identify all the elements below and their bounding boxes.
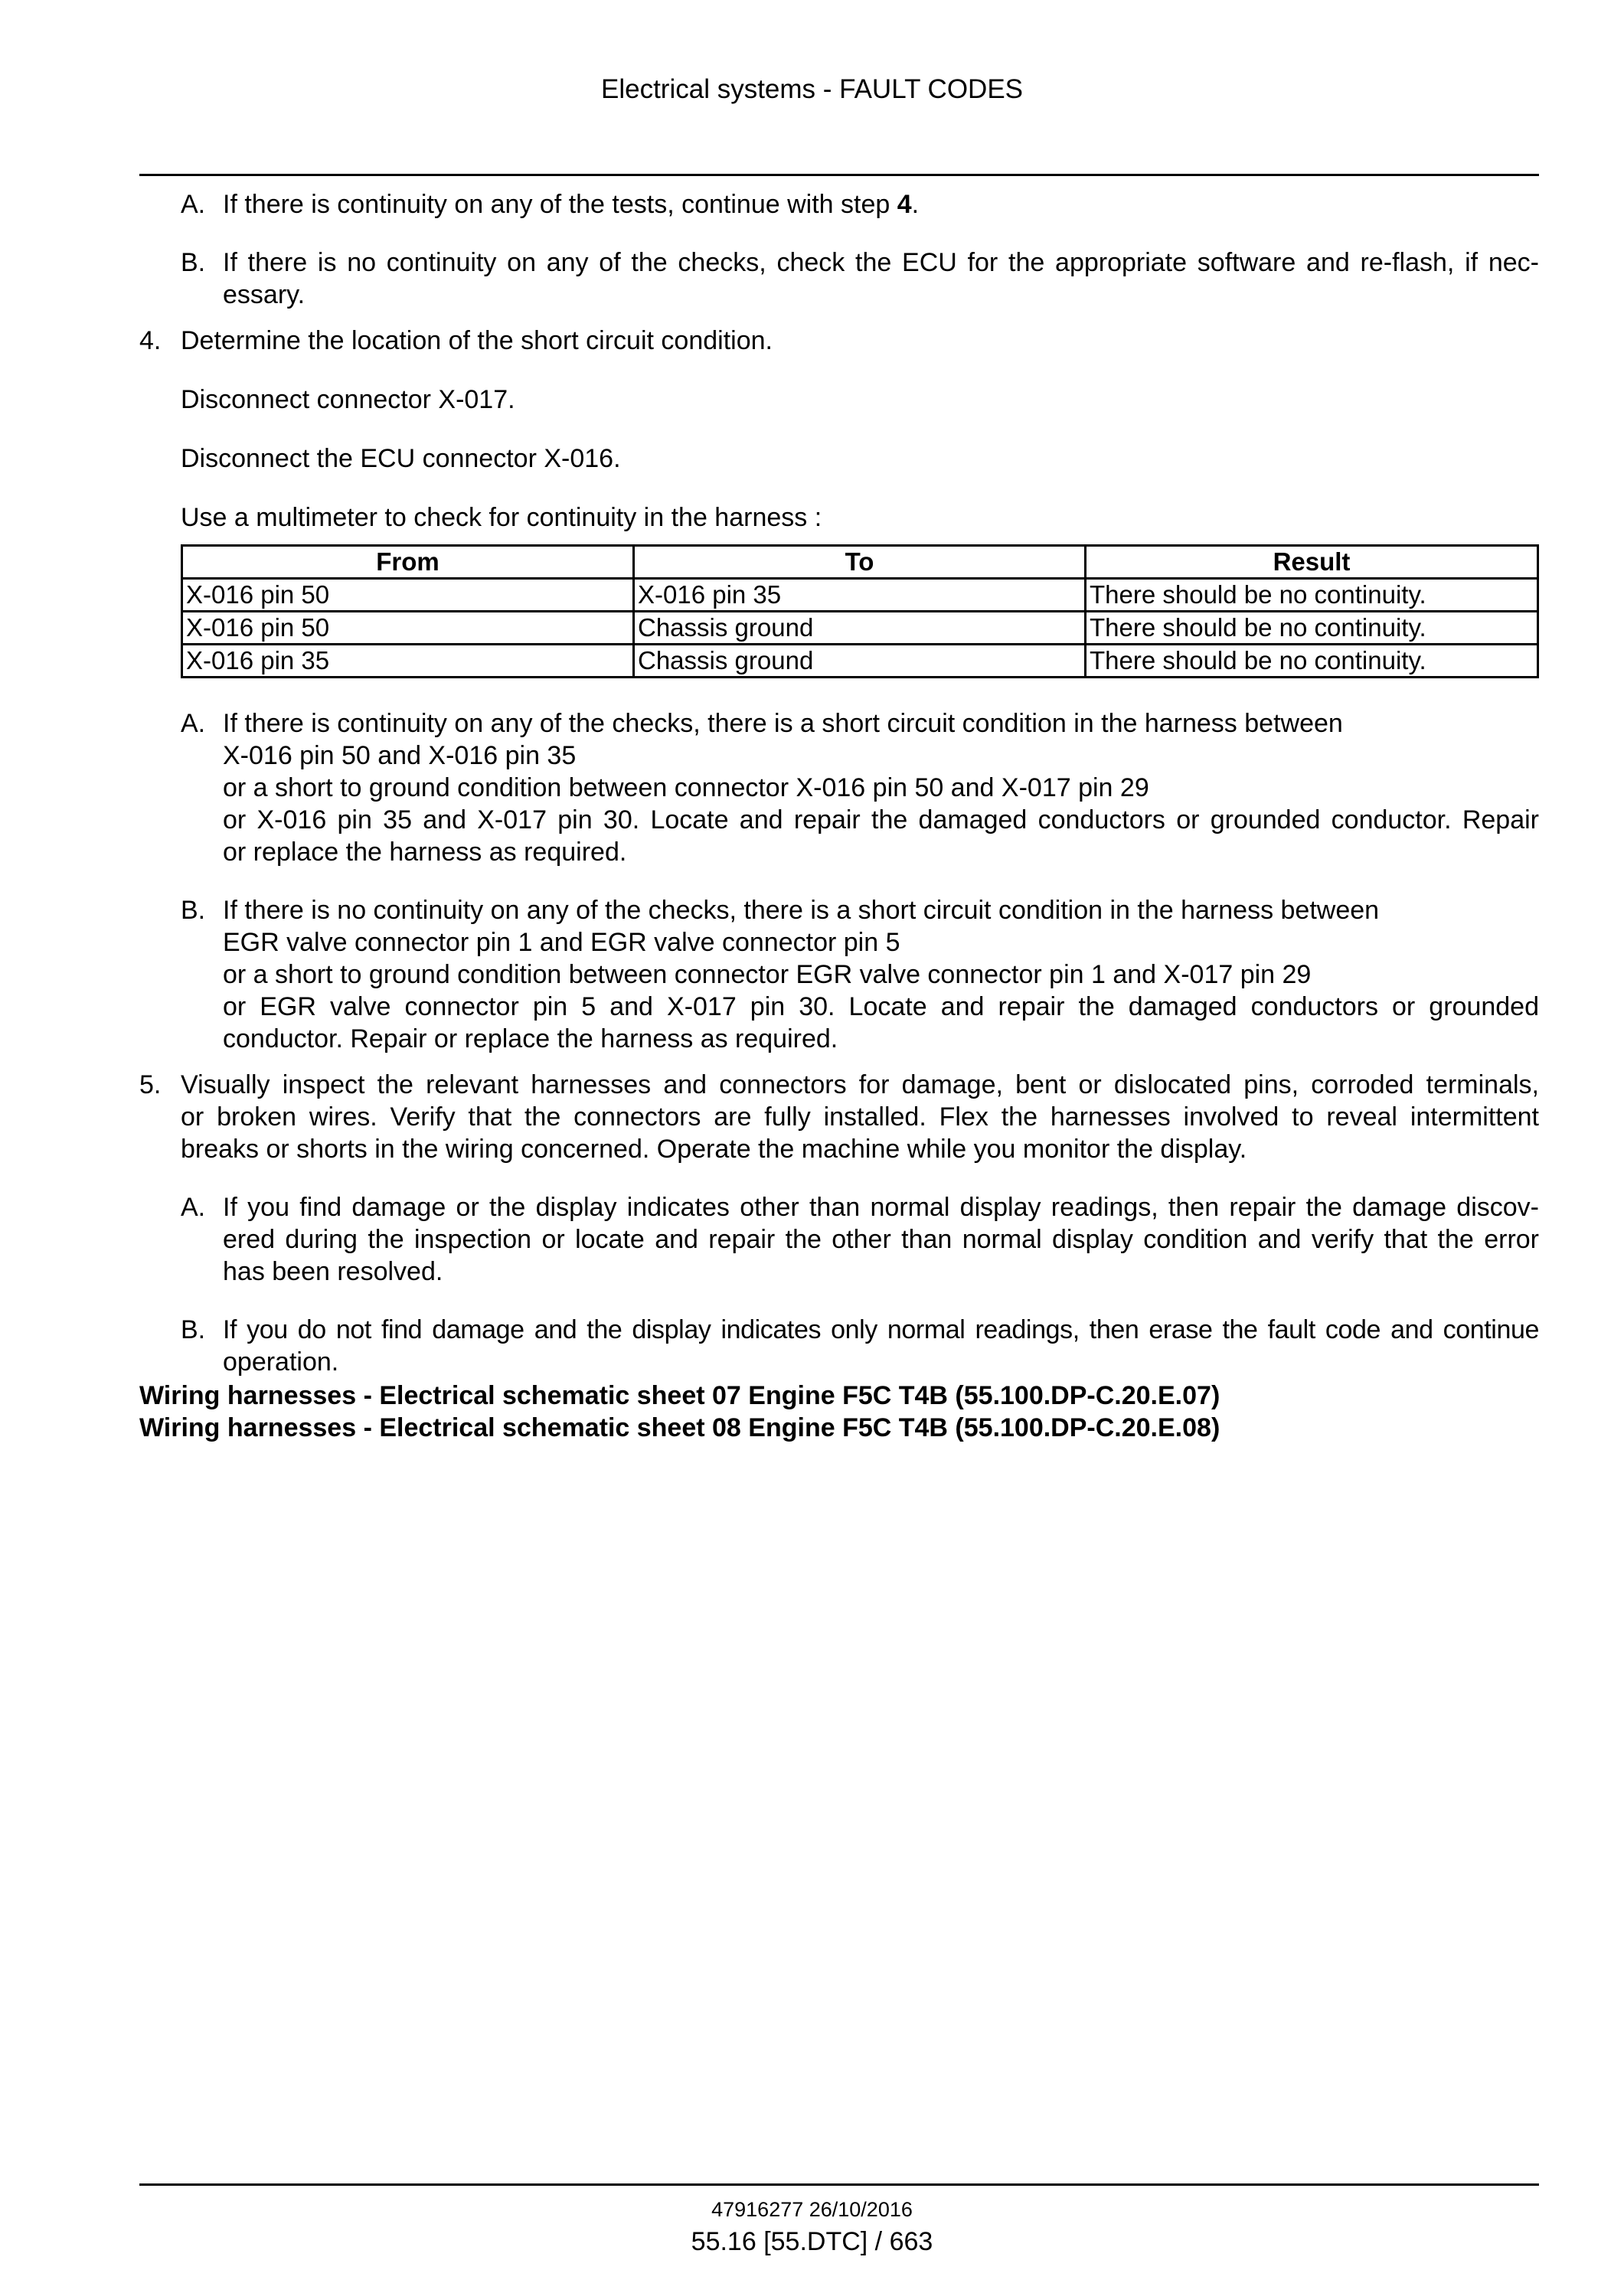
step3-item-a <box>181 188 1539 220</box>
footer-document-id: 47916277 26/10/2016 <box>711 2198 913 2221</box>
step4-item-a <box>181 707 1539 868</box>
step4-item <box>139 325 1539 357</box>
list-marker: B. <box>181 248 206 277</box>
header-rule <box>139 174 1539 176</box>
table-cell: There should be no continuity. <box>1086 612 1538 645</box>
list-marker: A. <box>181 709 206 738</box>
table-row <box>182 579 1538 612</box>
column-header-from: From <box>182 546 634 579</box>
table-cell: There should be no continuity. <box>1086 579 1538 612</box>
table-cell: X-016 pin 50 <box>182 612 634 645</box>
table-cell: There should be no continuity. <box>1086 645 1538 678</box>
page-content <box>139 188 1539 1444</box>
step4-text: Determine the location of the short circuit condition. <box>181 326 773 355</box>
table-cell: X-016 pin 35 <box>182 645 634 678</box>
step3-item-a-text: If there is continuity on any of the tests, continue with step 4. <box>223 190 920 219</box>
footer-page-number: 55.16 [55.DTC] / 663 <box>691 2227 933 2256</box>
step5-item-b <box>181 1314 1539 1378</box>
list-marker: 5. <box>139 1070 162 1099</box>
footer-rule <box>139 2183 1539 2186</box>
step5-item-a-text: If you find damage or the display indicates other than normal display readings, then repair the damage discov- ered during the inspection or locate and repair the other than normal display condition and verify that the error has been resolved. <box>223 1193 1539 1286</box>
step4-item-b <box>181 894 1539 1055</box>
cross-references <box>139 1380 1539 1444</box>
table-cell: X-016 pin 50 <box>182 579 634 612</box>
table-cell: Chassis ground <box>634 612 1086 645</box>
step5-item-b-text: If you do not find damage and the display indicates only normal readings, then erase the fault code and continue operation. <box>223 1315 1539 1377</box>
step4-item-a-text: If there is continuity on any of the checks, there is a short circuit condition in the harness between X-016 pin 50 and X-016 pin 35 or a short to ground condition between connector X-016 pin 50 and X-017 pin 29 or X-016 pin 35 and X-017 pin 30. Locate and repair the damaged conductors or grounded conductor. Repair or replace the harness as required. <box>223 709 1539 867</box>
table-row <box>182 612 1538 645</box>
step3-item-b-text: If there is no continuity on any of the checks, check the ECU for the appropriate software and re-flash, if nec- essary. <box>223 248 1539 309</box>
step4-paragraph-1: Disconnect connector X-017. <box>181 385 515 414</box>
table-cell: Chassis ground <box>634 645 1086 678</box>
continuity-table <box>181 544 1539 678</box>
step-reference: 4 <box>897 190 912 219</box>
column-header-to: To <box>634 546 1086 579</box>
step5-item-a <box>181 1191 1539 1288</box>
list-marker: B. <box>181 896 206 925</box>
list-marker: A. <box>181 1193 206 1222</box>
list-marker: A. <box>181 190 206 219</box>
reference-link[interactable]: Wiring harnesses - Electrical schematic sheet 07 Engine F5C T4B (55.100.DP-C.20.E.07) <box>139 1381 1220 1410</box>
step5-item <box>139 1069 1539 1165</box>
step4-paragraph-2: Disconnect the ECU connector X-016. <box>181 444 621 473</box>
table-cell: X-016 pin 35 <box>634 579 1086 612</box>
list-marker: 4. <box>139 326 162 355</box>
column-header-result: Result <box>1086 546 1538 579</box>
table-header-row <box>182 546 1538 579</box>
step5-text: Visually inspect the relevant harnesses and connectors for damage, bent or dislocated pins, corroded terminals, or broken wires. Verify that the connectors are fully installed. Flex the harnesses involved to reveal intermittent breaks or shorts in the wiring concerned. Operate the machine while you monitor the display. <box>181 1070 1539 1164</box>
step4-item-b-text: If there is no continuity on any of the checks, there is a short circuit condition in the harness between EGR valve connector pin 1 and EGR valve connector pin 5 or a short to ground condition between connector EGR valve connector pin 1 and X-017 pin 29 or EGR valve connector pin 5 and X-017 pin 30. Locate and repair the damaged conductors or grounded conductor. Repair or replace the harness as required. <box>223 896 1539 1053</box>
reference-link[interactable]: Wiring harnesses - Electrical schematic sheet 08 Engine F5C T4B (55.100.DP-C.20.E.08) <box>139 1413 1220 1442</box>
table-row <box>182 645 1538 678</box>
step3-item-b <box>181 247 1539 311</box>
page-header-title: Electrical systems - FAULT CODES <box>600 74 1024 104</box>
list-marker: B. <box>181 1315 206 1344</box>
step4-paragraph-3: Use a multimeter to check for continuity in the harness : <box>181 503 822 532</box>
